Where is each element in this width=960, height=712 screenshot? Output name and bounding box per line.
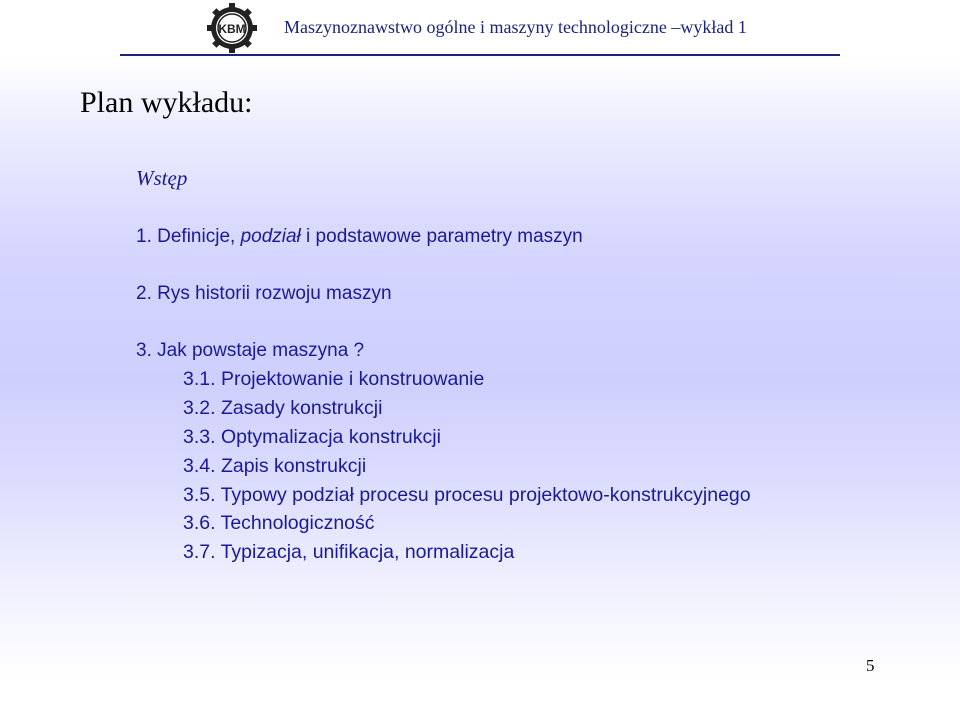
logo-text: KBM <box>218 22 246 36</box>
outline-subitem-3-6: 3.6. Technologiczność <box>183 512 375 534</box>
page-title: Plan wykładu: <box>80 86 253 119</box>
outline-item-1 <box>136 226 583 248</box>
header-title: Maszynoznawstwo ogólne i maszyny technologiczne –wykład 1 <box>284 17 747 37</box>
outline-subitem-3-7: 3.7. Typizacja, unifikacja, normalizacja <box>183 541 515 563</box>
outline-subitem-3-1: 3.1. Projektowanie i konstruowanie <box>183 368 485 390</box>
outline-subitem-3-5: 3.5. Typowy podział procesu procesu projektowo-konstrukcyjnego <box>183 484 751 506</box>
outline-item-3: 3. Jak powstaje maszyna ? <box>136 340 365 361</box>
outline-item-1-text-b: podział <box>240 226 301 247</box>
header-rule <box>120 54 840 56</box>
outline-subitem-3-4: 3.4. Zapis konstrukcji <box>183 455 367 477</box>
outline-item-1-number: 1. <box>136 226 152 247</box>
outline-subitem-3-2: 3.2. Zasady konstrukcji <box>183 397 383 419</box>
outline-item-1-text-c: i podstawowe parametry maszyn <box>300 226 583 247</box>
outline-item-1-text-a: Definicje, <box>157 226 241 247</box>
gear-logo-icon <box>206 2 258 54</box>
slide-number: 5 <box>866 656 875 675</box>
outline-item-2: 2. Rys historii rozwoju maszyn <box>136 283 392 304</box>
outline-intro: Wstęp <box>136 166 188 190</box>
outline-subitem-3-3: 3.3. Optymalizacja konstrukcji <box>183 426 441 448</box>
